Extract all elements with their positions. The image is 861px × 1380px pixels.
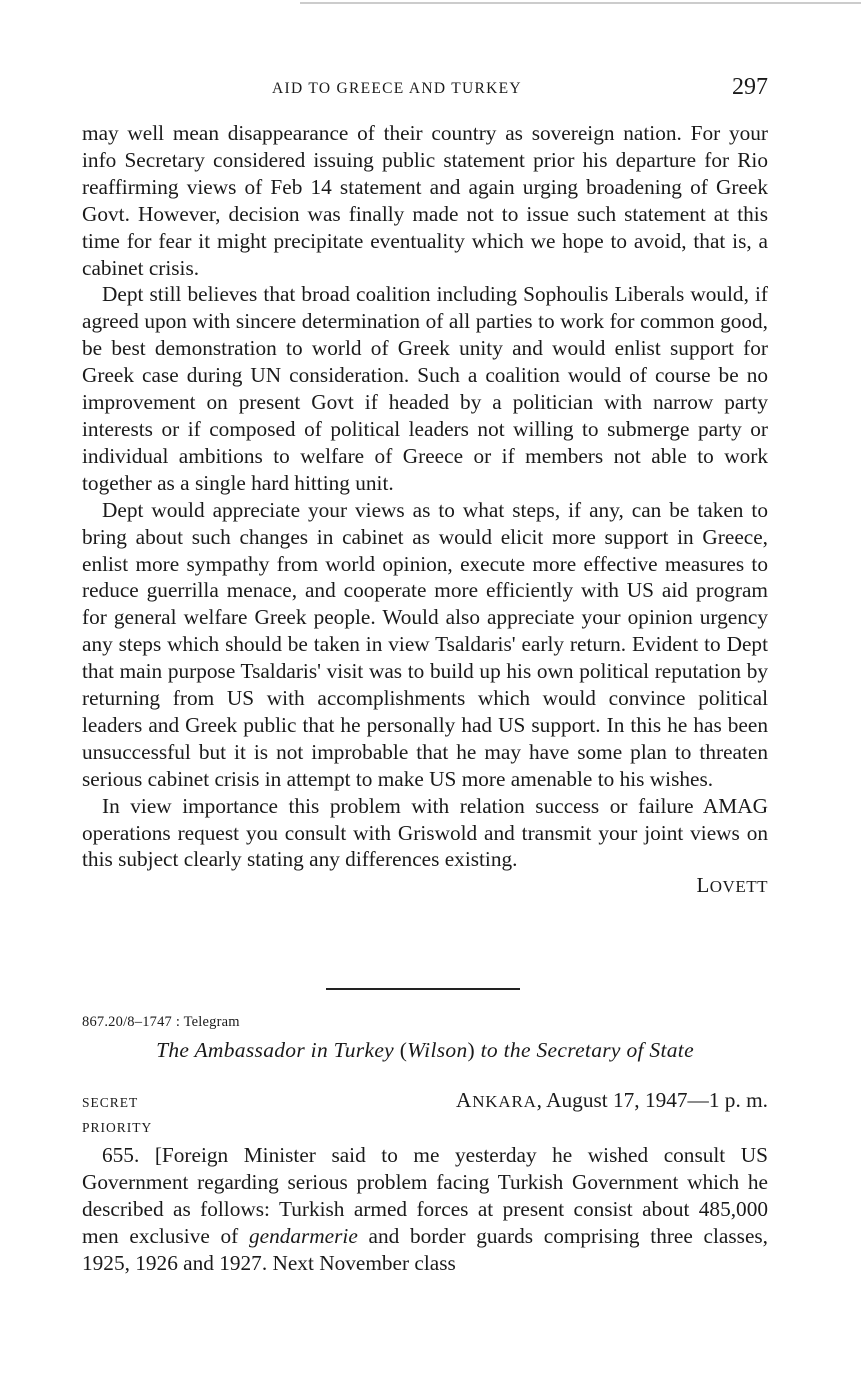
letter-paragraph-3: Dept would appreciate your views as to what steps, if any, can be taken to bring about such changes in cabinet as would elicit more support in Greece, enlist more sympathy from world opinion, execute more effective measures to reduce guerrilla menace, and cooperate more efficiently with US aid program for general welfare Greek people. Would also appreciate your opinion urgency any steps which should be taken in view Tsaldaris' early return. Evident to Dept that main purpose Tsaldaris' visit was to build up his own political reputation by returning from US with accomplishments which would convince political leaders and Greek public that he personally had US support. In this he has been unsuccessful but it is not improbable that he may have some plan to threaten serious cabinet crisis in attempt to make US more amenable to his wishes. bbox=[82, 497, 768, 791]
letter-paragraph-1: may well mean disappearance of their country as sovereign nation. For your info Secretary considered issuing public statement prior his departure for Rio reaffirming views of Feb 14 statement and again urging broadening of Greek Govt. However, decision was finally made not to issue such statement at this time for fear it might precipitate eventuality which we hope to avoid, that is, a cabinet crisis. bbox=[82, 121, 768, 280]
heading-part-1: The Ambassador in Turkey bbox=[156, 1038, 400, 1062]
place-rest: NKARA bbox=[472, 1092, 537, 1111]
heading-part-2: to the Secretary of State bbox=[474, 1038, 694, 1062]
dateline-place bbox=[456, 1088, 537, 1112]
heading-close-paren: ) bbox=[467, 1038, 475, 1062]
telegram-text-end: and border guards comprising three classes, 1925, 1926 and 1927. Next November class bbox=[82, 1223, 769, 1275]
signature bbox=[82, 872, 768, 900]
precedence: PRIORITY bbox=[82, 1120, 153, 1135]
running-head bbox=[82, 74, 768, 108]
telegram-text-italic: gendarmerie bbox=[248, 1223, 358, 1248]
signature-rest: OVETT bbox=[709, 877, 768, 897]
letter-body bbox=[82, 120, 768, 900]
heading-open-paren: ( bbox=[399, 1038, 408, 1062]
telegram-body bbox=[82, 1142, 768, 1277]
running-title: AID TO GREECE AND TURKEY bbox=[272, 80, 522, 97]
file-reference: 867.20/8–1747 : Telegram bbox=[82, 1014, 240, 1030]
document-heading bbox=[82, 1038, 768, 1063]
heading-name: Wilson bbox=[407, 1038, 468, 1062]
page-number: 297 bbox=[732, 74, 768, 100]
telegram-text-start: 655. [Foreign Minister said to me yesterday he wished consult US Government regarding serious problem facing Turkish Government which he described as follows: Turkish armed forces at present consist about 485,000 men exclusive of bbox=[82, 1143, 768, 1248]
letter-paragraph-2: Dept still believes that broad coalition including Sophoulis Liberals would, if agreed upon with sincere determination of all parties to work for common good, be best demonstration to world of Greek unity and would enlist support for Greek case during UN consideration. Such a coalition would of course be no improvement on present Govt if headed by a politician with narrow party interests or if composed of political leaders not willing to submerge party or individual ambitions to welfare of Greece or if members not able to work together as a single hard hitting unit. bbox=[82, 282, 768, 495]
section-separator bbox=[326, 988, 520, 990]
letter-paragraph-4: In view importance this problem with relation success or failure AMAG operations request you consult with Griswold and transmit your joint views on this subject clearly stating any differences existing. bbox=[82, 793, 768, 872]
date-time: , August 17, 1947—1 p. m. bbox=[536, 1088, 768, 1112]
top-edge-artifact bbox=[0, 0, 861, 14]
telegram-paragraph bbox=[82, 1142, 768, 1277]
signature-initial: L bbox=[696, 873, 710, 898]
dateline bbox=[456, 1088, 768, 1113]
place-initial: A bbox=[456, 1088, 473, 1112]
classification: SECRET bbox=[82, 1095, 139, 1110]
